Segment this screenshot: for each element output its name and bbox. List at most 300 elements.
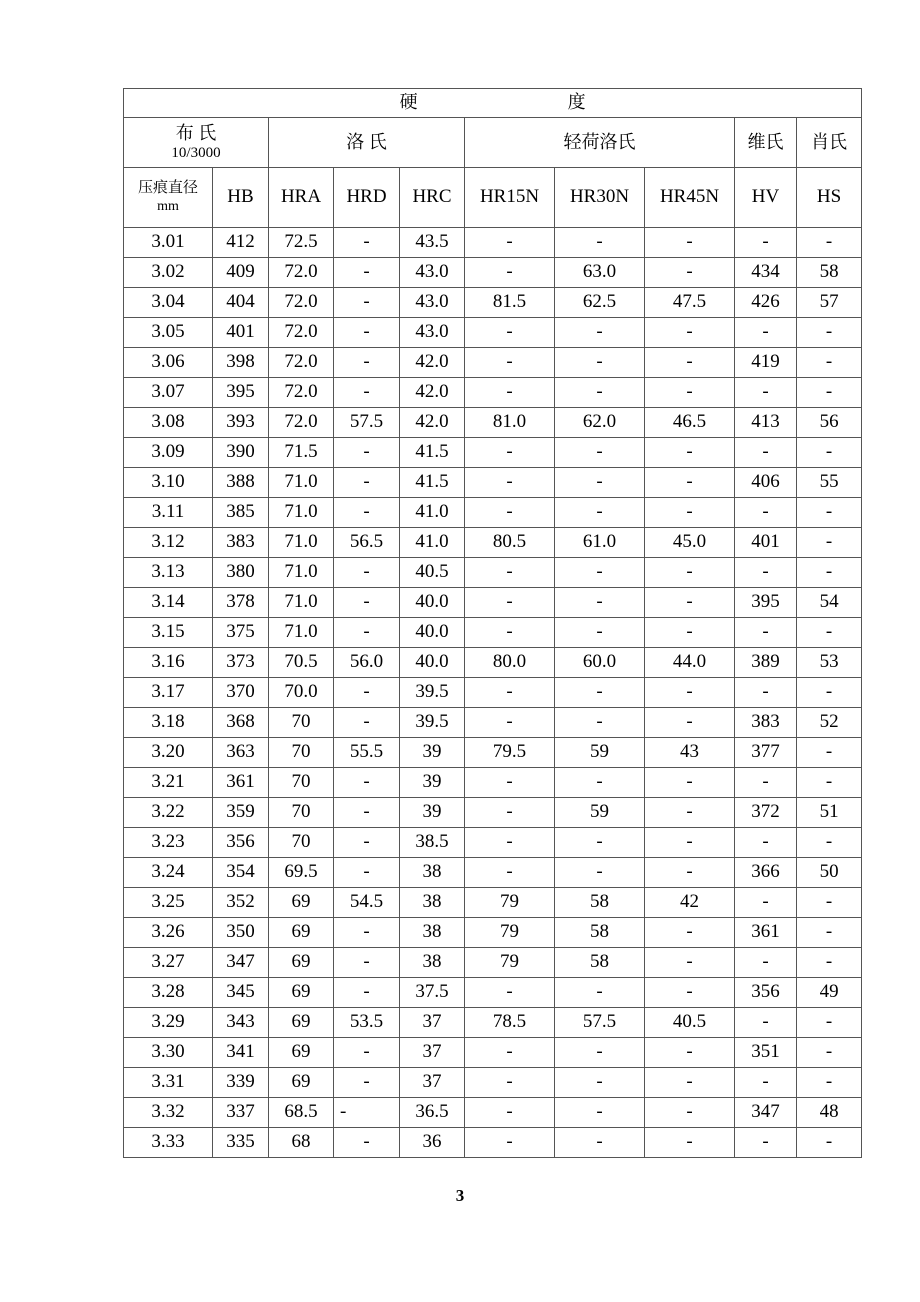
hr45n-cell: -: [645, 1068, 735, 1098]
hrc-cell: 41.0: [400, 498, 465, 528]
hs-cell: -: [797, 948, 862, 978]
hr30n-cell: -: [555, 378, 645, 408]
title-right: 度: [567, 92, 586, 113]
indent-diameter-cell: 3.25: [124, 888, 213, 918]
hra-cell: 72.0: [269, 348, 334, 378]
hra-cell: 71.0: [269, 588, 334, 618]
hr45n-cell: -: [645, 828, 735, 858]
table-row: [124, 318, 862, 348]
hs-cell: -: [797, 618, 862, 648]
hrd-cell: -: [334, 588, 400, 618]
hr45n-cell: 43: [645, 738, 735, 768]
hr45n-cell: -: [645, 978, 735, 1008]
hb-cell: 388: [213, 468, 269, 498]
hb-cell: 361: [213, 768, 269, 798]
title-row: [124, 89, 862, 118]
hra-cell: 70: [269, 798, 334, 828]
hrc-cell: 41.0: [400, 528, 465, 558]
hv-cell: 401: [735, 528, 797, 558]
hr30n-cell: -: [555, 828, 645, 858]
brinell-load: 10/3000: [171, 145, 221, 162]
hs-cell: 52: [797, 708, 862, 738]
hs-cell: 57: [797, 288, 862, 318]
hrd-cell: -: [334, 498, 400, 528]
hrc-cell: 38: [400, 888, 465, 918]
hra-cell: 71.0: [269, 558, 334, 588]
hv-cell: -: [735, 498, 797, 528]
hrd-cell: -: [334, 348, 400, 378]
hr45n-cell: -: [645, 588, 735, 618]
indent-diameter-cell: 3.11: [124, 498, 213, 528]
hs-cell: 49: [797, 978, 862, 1008]
hr45n-cell: -: [645, 948, 735, 978]
hs-cell: -: [797, 678, 862, 708]
hrc-cell: 36: [400, 1128, 465, 1158]
hrd-cell: -: [334, 678, 400, 708]
hb-cell: 398: [213, 348, 269, 378]
hra-cell: 70: [269, 768, 334, 798]
hra-cell: 70.5: [269, 648, 334, 678]
table-row: [124, 798, 862, 828]
hv-cell: 377: [735, 738, 797, 768]
hr30n-cell: 58: [555, 918, 645, 948]
hr45n-cell: -: [645, 768, 735, 798]
hb-cell: 390: [213, 438, 269, 468]
hb-cell: 339: [213, 1068, 269, 1098]
indent-diameter-unit: mm: [157, 199, 179, 215]
indent-diameter-cell: 3.08: [124, 408, 213, 438]
hrd-cell: -: [334, 828, 400, 858]
hra-cell: 72.5: [269, 228, 334, 258]
hr45n-cell: -: [645, 438, 735, 468]
hv-cell: 419: [735, 348, 797, 378]
hs-cell: -: [797, 378, 862, 408]
table-row: [124, 438, 862, 468]
hv-cell: 372: [735, 798, 797, 828]
hra-cell: 68: [269, 1128, 334, 1158]
hrc-header: HRC: [400, 168, 465, 228]
hrc-cell: 39.5: [400, 678, 465, 708]
hv-cell: -: [735, 678, 797, 708]
hra-cell: 69: [269, 888, 334, 918]
hb-cell: 345: [213, 978, 269, 1008]
indent-diameter-cell: 3.15: [124, 618, 213, 648]
hr45n-cell: -: [645, 258, 735, 288]
hra-cell: 69: [269, 1008, 334, 1038]
hr45n-cell: -: [645, 468, 735, 498]
hrd-header: HRD: [334, 168, 400, 228]
brinell-header: [124, 118, 269, 168]
hb-cell: 401: [213, 318, 269, 348]
hv-cell: -: [735, 768, 797, 798]
hb-cell: 343: [213, 1008, 269, 1038]
hra-cell: 72.0: [269, 288, 334, 318]
scale-header-row: [124, 168, 862, 228]
title-left: 硬: [399, 92, 418, 113]
hr45n-cell: -: [645, 918, 735, 948]
hrc-cell: 39: [400, 738, 465, 768]
table-row: [124, 738, 862, 768]
table-row: [124, 888, 862, 918]
hra-cell: 71.0: [269, 468, 334, 498]
hr15n-cell: 79: [465, 888, 555, 918]
hardness-conversion-table: [123, 88, 862, 1158]
hv-cell: 383: [735, 708, 797, 738]
hra-cell: 69: [269, 918, 334, 948]
hs-cell: 50: [797, 858, 862, 888]
indent-diameter-cell: 3.21: [124, 768, 213, 798]
hs-cell: 56: [797, 408, 862, 438]
hr15n-cell: -: [465, 468, 555, 498]
hrd-cell: 57.5: [334, 408, 400, 438]
brinell-name: 布 氏: [175, 122, 217, 143]
hra-cell: 72.0: [269, 318, 334, 348]
hv-header: HV: [735, 168, 797, 228]
hr15n-cell: -: [465, 378, 555, 408]
table-row: [124, 348, 862, 378]
hrd-cell: -: [334, 378, 400, 408]
indent-diameter-cell: 3.20: [124, 738, 213, 768]
hr30n-cell: -: [555, 618, 645, 648]
hr15n-cell: -: [465, 678, 555, 708]
hrd-cell: 53.5: [334, 1008, 400, 1038]
hs-cell: 48: [797, 1098, 862, 1128]
indent-diameter-cell: 3.31: [124, 1068, 213, 1098]
table-row: [124, 378, 862, 408]
hrd-cell: -: [334, 768, 400, 798]
hra-cell: 70.0: [269, 678, 334, 708]
hb-cell: 337: [213, 1098, 269, 1128]
hrc-cell: 42.0: [400, 378, 465, 408]
table-row: [124, 558, 862, 588]
hr15n-cell: 81.5: [465, 288, 555, 318]
hrc-cell: 42.0: [400, 408, 465, 438]
hrc-cell: 36.5: [400, 1098, 465, 1128]
hv-cell: -: [735, 1128, 797, 1158]
hb-cell: 380: [213, 558, 269, 588]
hra-cell: 69: [269, 1068, 334, 1098]
hrc-cell: 40.0: [400, 618, 465, 648]
table-row: [124, 498, 862, 528]
hr45n-cell: -: [645, 228, 735, 258]
hrc-cell: 43.0: [400, 318, 465, 348]
hr30n-header: HR30N: [555, 168, 645, 228]
hv-cell: 395: [735, 588, 797, 618]
hv-cell: 366: [735, 858, 797, 888]
indent-diameter-cell: 3.14: [124, 588, 213, 618]
hs-cell: -: [797, 498, 862, 528]
hb-cell: 395: [213, 378, 269, 408]
hr30n-cell: 57.5: [555, 1008, 645, 1038]
hs-cell: -: [797, 1068, 862, 1098]
hb-cell: 409: [213, 258, 269, 288]
hrd-cell: -: [334, 258, 400, 288]
hr15n-cell: -: [465, 618, 555, 648]
indent-diameter-cell: 3.27: [124, 948, 213, 978]
hr30n-cell: -: [555, 438, 645, 468]
hb-cell: 341: [213, 1038, 269, 1068]
hs-cell: -: [797, 888, 862, 918]
hv-cell: -: [735, 618, 797, 648]
hrc-cell: 38: [400, 858, 465, 888]
hrd-cell: -: [334, 858, 400, 888]
hs-cell: -: [797, 1008, 862, 1038]
hr30n-cell: 59: [555, 738, 645, 768]
hr30n-cell: 61.0: [555, 528, 645, 558]
hr30n-cell: 62.0: [555, 408, 645, 438]
hr30n-cell: 58: [555, 948, 645, 978]
table-row: [124, 408, 862, 438]
indent-diameter-cell: 3.28: [124, 978, 213, 1008]
hs-cell: -: [797, 438, 862, 468]
hr30n-cell: -: [555, 558, 645, 588]
hr30n-cell: 58: [555, 888, 645, 918]
table-row: [124, 1068, 862, 1098]
hrd-cell: 54.5: [334, 888, 400, 918]
hra-cell: 71.0: [269, 618, 334, 648]
table-row: [124, 678, 862, 708]
hr30n-cell: -: [555, 348, 645, 378]
hr45n-cell: -: [645, 1128, 735, 1158]
hr45n-cell: 47.5: [645, 288, 735, 318]
hr15n-cell: -: [465, 798, 555, 828]
hr45n-cell: 44.0: [645, 648, 735, 678]
table-row: [124, 528, 862, 558]
hrc-cell: 38: [400, 918, 465, 948]
hr45n-cell: -: [645, 558, 735, 588]
hrc-cell: 39: [400, 798, 465, 828]
hb-cell: 363: [213, 738, 269, 768]
hs-cell: 54: [797, 588, 862, 618]
hv-cell: 406: [735, 468, 797, 498]
hr45n-cell: 46.5: [645, 408, 735, 438]
hb-cell: 352: [213, 888, 269, 918]
hrd-cell: -: [334, 1038, 400, 1068]
hra-cell: 72.0: [269, 258, 334, 288]
hra-cell: 71.0: [269, 528, 334, 558]
hb-cell: 375: [213, 618, 269, 648]
indent-diameter-cell: 3.12: [124, 528, 213, 558]
hb-cell: 412: [213, 228, 269, 258]
hb-cell: 335: [213, 1128, 269, 1158]
table-row: [124, 288, 862, 318]
hr15n-cell: -: [465, 1068, 555, 1098]
hv-cell: 361: [735, 918, 797, 948]
table-row: [124, 978, 862, 1008]
hs-cell: -: [797, 558, 862, 588]
hrd-cell: -: [334, 708, 400, 738]
hra-cell: 68.5: [269, 1098, 334, 1128]
indent-diameter-cell: 3.16: [124, 648, 213, 678]
hrd-cell: -: [334, 1068, 400, 1098]
hs-cell: 53: [797, 648, 862, 678]
hr45n-cell: 40.5: [645, 1008, 735, 1038]
shore-header: 肖氏: [797, 118, 862, 168]
hv-cell: 413: [735, 408, 797, 438]
vickers-header: 维氏: [735, 118, 797, 168]
hr15n-cell: -: [465, 318, 555, 348]
hr30n-cell: -: [555, 318, 645, 348]
hr30n-cell: 62.5: [555, 288, 645, 318]
hr30n-cell: -: [555, 678, 645, 708]
page-number: 3: [455, 1186, 465, 1205]
indent-diameter-cell: 3.01: [124, 228, 213, 258]
table-row: [124, 1038, 862, 1068]
hr15n-cell: 79: [465, 948, 555, 978]
hrd-cell: 56.5: [334, 528, 400, 558]
hb-cell: 378: [213, 588, 269, 618]
hr45n-cell: -: [645, 798, 735, 828]
indent-diameter-cell: 3.04: [124, 288, 213, 318]
indent-diameter-cell: 3.05: [124, 318, 213, 348]
hrd-cell: 56.0: [334, 648, 400, 678]
rockwell-header: 洛 氏: [269, 118, 465, 168]
hb-cell: 359: [213, 798, 269, 828]
hr15n-cell: -: [465, 708, 555, 738]
hb-cell: 354: [213, 858, 269, 888]
hr30n-cell: -: [555, 1038, 645, 1068]
indent-diameter-cell: 3.29: [124, 1008, 213, 1038]
hb-cell: 350: [213, 918, 269, 948]
hv-cell: -: [735, 378, 797, 408]
group-header-row: [124, 118, 862, 168]
hrd-cell: -: [334, 288, 400, 318]
indent-diameter-label: 压痕直径: [137, 180, 198, 197]
hrd-cell: -: [334, 918, 400, 948]
hb-cell: 373: [213, 648, 269, 678]
hrc-cell: 40.0: [400, 648, 465, 678]
hrd-cell: -: [334, 948, 400, 978]
hr15n-cell: -: [465, 828, 555, 858]
hs-cell: 55: [797, 468, 862, 498]
hr15n-cell: -: [465, 768, 555, 798]
hv-cell: 389: [735, 648, 797, 678]
hrd-cell: -: [334, 438, 400, 468]
hr15n-cell: -: [465, 258, 555, 288]
table-row: [124, 258, 862, 288]
hv-cell: 347: [735, 1098, 797, 1128]
hr45n-cell: 45.0: [645, 528, 735, 558]
hra-cell: 72.0: [269, 378, 334, 408]
hra-cell: 69.5: [269, 858, 334, 888]
hs-cell: -: [797, 768, 862, 798]
indent-diameter-cell: 3.06: [124, 348, 213, 378]
hs-header: HS: [797, 168, 862, 228]
hrc-cell: 43.5: [400, 228, 465, 258]
hv-cell: 426: [735, 288, 797, 318]
hr15n-cell: -: [465, 498, 555, 528]
hs-cell: -: [797, 738, 862, 768]
hr15n-cell: 79.5: [465, 738, 555, 768]
hra-cell: 70: [269, 738, 334, 768]
hrd-cell: -: [334, 978, 400, 1008]
hrc-cell: 39.5: [400, 708, 465, 738]
hb-cell: 383: [213, 528, 269, 558]
indent-diameter-cell: 3.23: [124, 828, 213, 858]
hra-cell: 70: [269, 708, 334, 738]
hrd-cell: -: [334, 318, 400, 348]
hra-cell: 69: [269, 978, 334, 1008]
hr45n-cell: -: [645, 858, 735, 888]
indent-diameter-header: [124, 168, 213, 228]
hs-cell: 51: [797, 798, 862, 828]
hrc-cell: 38.5: [400, 828, 465, 858]
hs-cell: 58: [797, 258, 862, 288]
hrc-cell: 41.5: [400, 438, 465, 468]
hv-cell: 434: [735, 258, 797, 288]
hb-cell: 347: [213, 948, 269, 978]
hs-cell: -: [797, 348, 862, 378]
table-row: [124, 1128, 862, 1158]
indent-diameter-cell: 3.13: [124, 558, 213, 588]
indent-diameter-cell: 3.26: [124, 918, 213, 948]
hr45n-cell: -: [645, 1038, 735, 1068]
hr45n-cell: 42: [645, 888, 735, 918]
hrc-cell: 41.5: [400, 468, 465, 498]
indent-diameter-cell: 3.24: [124, 858, 213, 888]
hr30n-cell: -: [555, 978, 645, 1008]
hr30n-cell: -: [555, 768, 645, 798]
indent-diameter-cell: 3.10: [124, 468, 213, 498]
hrc-cell: 43.0: [400, 258, 465, 288]
hra-cell: 69: [269, 948, 334, 978]
hv-cell: -: [735, 558, 797, 588]
hv-cell: 351: [735, 1038, 797, 1068]
hrc-cell: 40.0: [400, 588, 465, 618]
hr45n-cell: -: [645, 318, 735, 348]
hr15n-cell: -: [465, 558, 555, 588]
hr45n-cell: -: [645, 378, 735, 408]
hr30n-cell: -: [555, 708, 645, 738]
hra-cell: 71.5: [269, 438, 334, 468]
hrc-cell: 43.0: [400, 288, 465, 318]
hv-cell: -: [735, 318, 797, 348]
hr15n-cell: 79: [465, 918, 555, 948]
indent-diameter-cell: 3.32: [124, 1098, 213, 1128]
hra-header: HRA: [269, 168, 334, 228]
hr45n-header: HR45N: [645, 168, 735, 228]
hr45n-cell: -: [645, 348, 735, 378]
hr30n-cell: 60.0: [555, 648, 645, 678]
hr30n-cell: -: [555, 1068, 645, 1098]
hr30n-cell: -: [555, 468, 645, 498]
hr30n-cell: -: [555, 498, 645, 528]
hrd-cell: -: [334, 558, 400, 588]
hv-cell: 356: [735, 978, 797, 1008]
indent-diameter-cell: 3.09: [124, 438, 213, 468]
table-row: [124, 828, 862, 858]
hr30n-cell: 59: [555, 798, 645, 828]
indent-diameter-cell: 3.22: [124, 798, 213, 828]
hr15n-cell: -: [465, 348, 555, 378]
hrc-cell: 40.5: [400, 558, 465, 588]
table-row: [124, 1098, 862, 1128]
table-row: [124, 228, 862, 258]
hr45n-cell: -: [645, 618, 735, 648]
hs-cell: -: [797, 1128, 862, 1158]
hr45n-cell: -: [645, 708, 735, 738]
hrd-cell: -: [334, 1128, 400, 1158]
hr45n-cell: -: [645, 1098, 735, 1128]
hr45n-cell: -: [645, 678, 735, 708]
hr30n-cell: 63.0: [555, 258, 645, 288]
table-row: [124, 858, 862, 888]
hrd-cell: -: [334, 618, 400, 648]
hv-cell: -: [735, 228, 797, 258]
hs-cell: -: [797, 528, 862, 558]
hra-cell: 70: [269, 828, 334, 858]
hr15n-cell: -: [465, 438, 555, 468]
